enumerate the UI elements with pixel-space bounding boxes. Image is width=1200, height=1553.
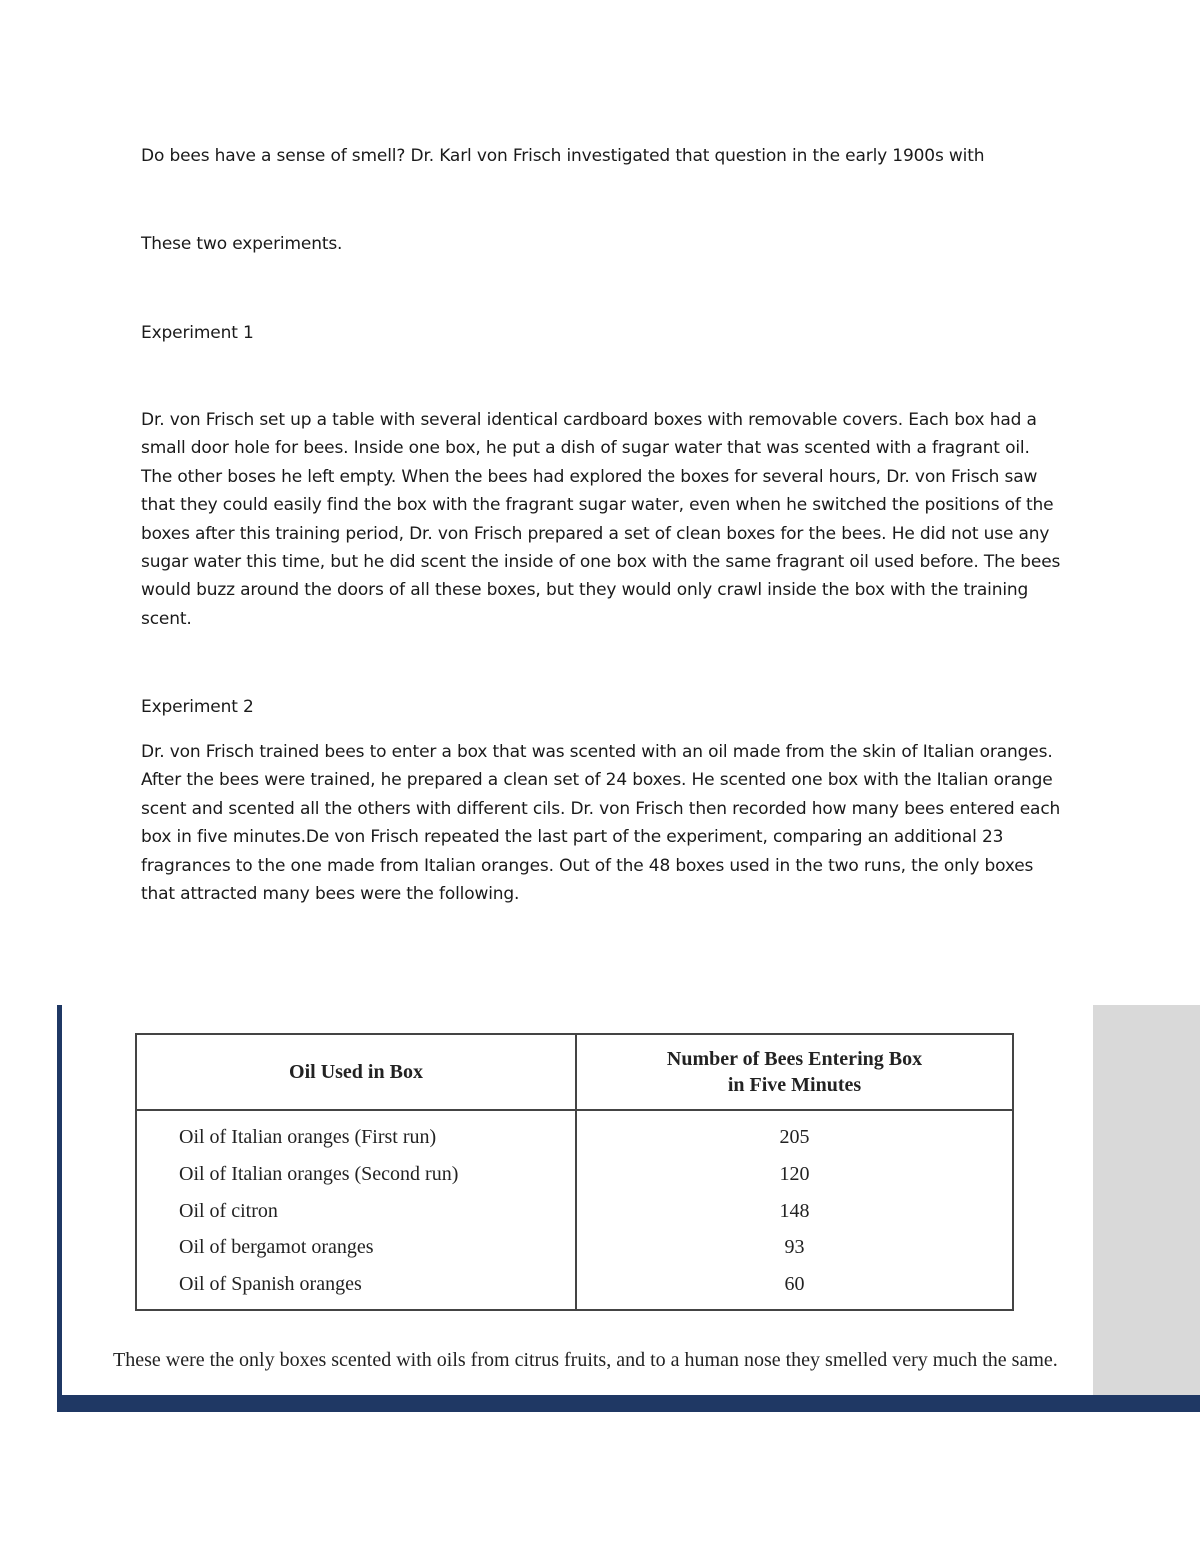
count-cell: 93: [576, 1229, 1013, 1266]
oil-cell: Oil of citron: [136, 1193, 576, 1230]
figure-left-border: [57, 1005, 62, 1400]
table-row: [136, 1110, 1013, 1156]
intro-line-2: These two experiments.: [141, 234, 343, 254]
table-row: [136, 1156, 1013, 1193]
count-cell: 60: [576, 1266, 1013, 1310]
figure-caption: These were the only boxes scented with oils from citrus fruits, and to a human nose they smelled very much the same.: [113, 1349, 1058, 1371]
header-oil-used: Oil Used in Box: [136, 1034, 576, 1110]
experiment-1-body: Dr. von Frisch set up a table with several identical cardboard boxes with removable covers. Each box had a small door hole for bees. Inside one box, he put a dish of sugar water that was scented with a fragrant oil. The other boses he left empty. When the bees had explored the boxes for several hours, Dr. von Frisch saw that they could easily find the box with the fragrant sugar water, even when he switched the positions of the boxes after this training period, Dr. von Frisch prepared a set of clean boxes for the bees. He did not use any sugar water this time, but he did scent the inside of one box with the same fragrant oil used before. The bees would buzz around the doors of all these boxes, but they would only crawl inside the box with the training scent.: [141, 410, 1061, 629]
table-row: [136, 1193, 1013, 1230]
table-row: [136, 1266, 1013, 1310]
count-cell: 148: [576, 1193, 1013, 1230]
count-cell: 120: [576, 1156, 1013, 1193]
intro-line-1: Do bees have a sense of smell? Dr. Karl von Frisch investigated that question in the early 1900s with: [141, 146, 985, 166]
bee-results-table: [135, 1033, 1014, 1311]
table-header-row: [136, 1034, 1013, 1110]
figure-bottom-border: [57, 1395, 1200, 1412]
experiment-2-body: Dr. von Frisch trained bees to enter a box that was scented with an oil made from the skin of Italian oranges. After the bees were trained, he prepared a clean set of 24 boxes. He scented one box with the Italian orange scent and scented all the others with different cils. Dr. von Frisch then recorded how many bees entered each box in five minutes.De von Frisch repeated the last part of the experiment, comparing an additional 23 fragrances to the one made from Italian oranges. Out of the 48 boxes used in the two runs, the only boxes that attracted many bees were the following.: [141, 742, 1061, 905]
results-figure: [57, 1005, 1200, 1412]
experiment-2-heading: Experiment 2: [141, 697, 254, 717]
oil-cell: Oil of Italian oranges (Second run): [136, 1156, 576, 1193]
header-bee-count: [576, 1034, 1013, 1110]
table-row: [136, 1229, 1013, 1266]
oil-cell: Oil of bergamot oranges: [136, 1229, 576, 1266]
oil-cell: Oil of Italian oranges (First run): [136, 1110, 576, 1156]
figure-side-panel: [1093, 1005, 1200, 1395]
count-cell: 205: [576, 1110, 1013, 1156]
header-bee-count-line-2: in Five Minutes: [727, 1074, 862, 1096]
oil-cell: Oil of Spanish oranges: [136, 1266, 576, 1310]
header-bee-count-line-1: Number of Bees Entering Box: [666, 1048, 923, 1070]
experiment-1-heading: Experiment 1: [141, 323, 254, 343]
